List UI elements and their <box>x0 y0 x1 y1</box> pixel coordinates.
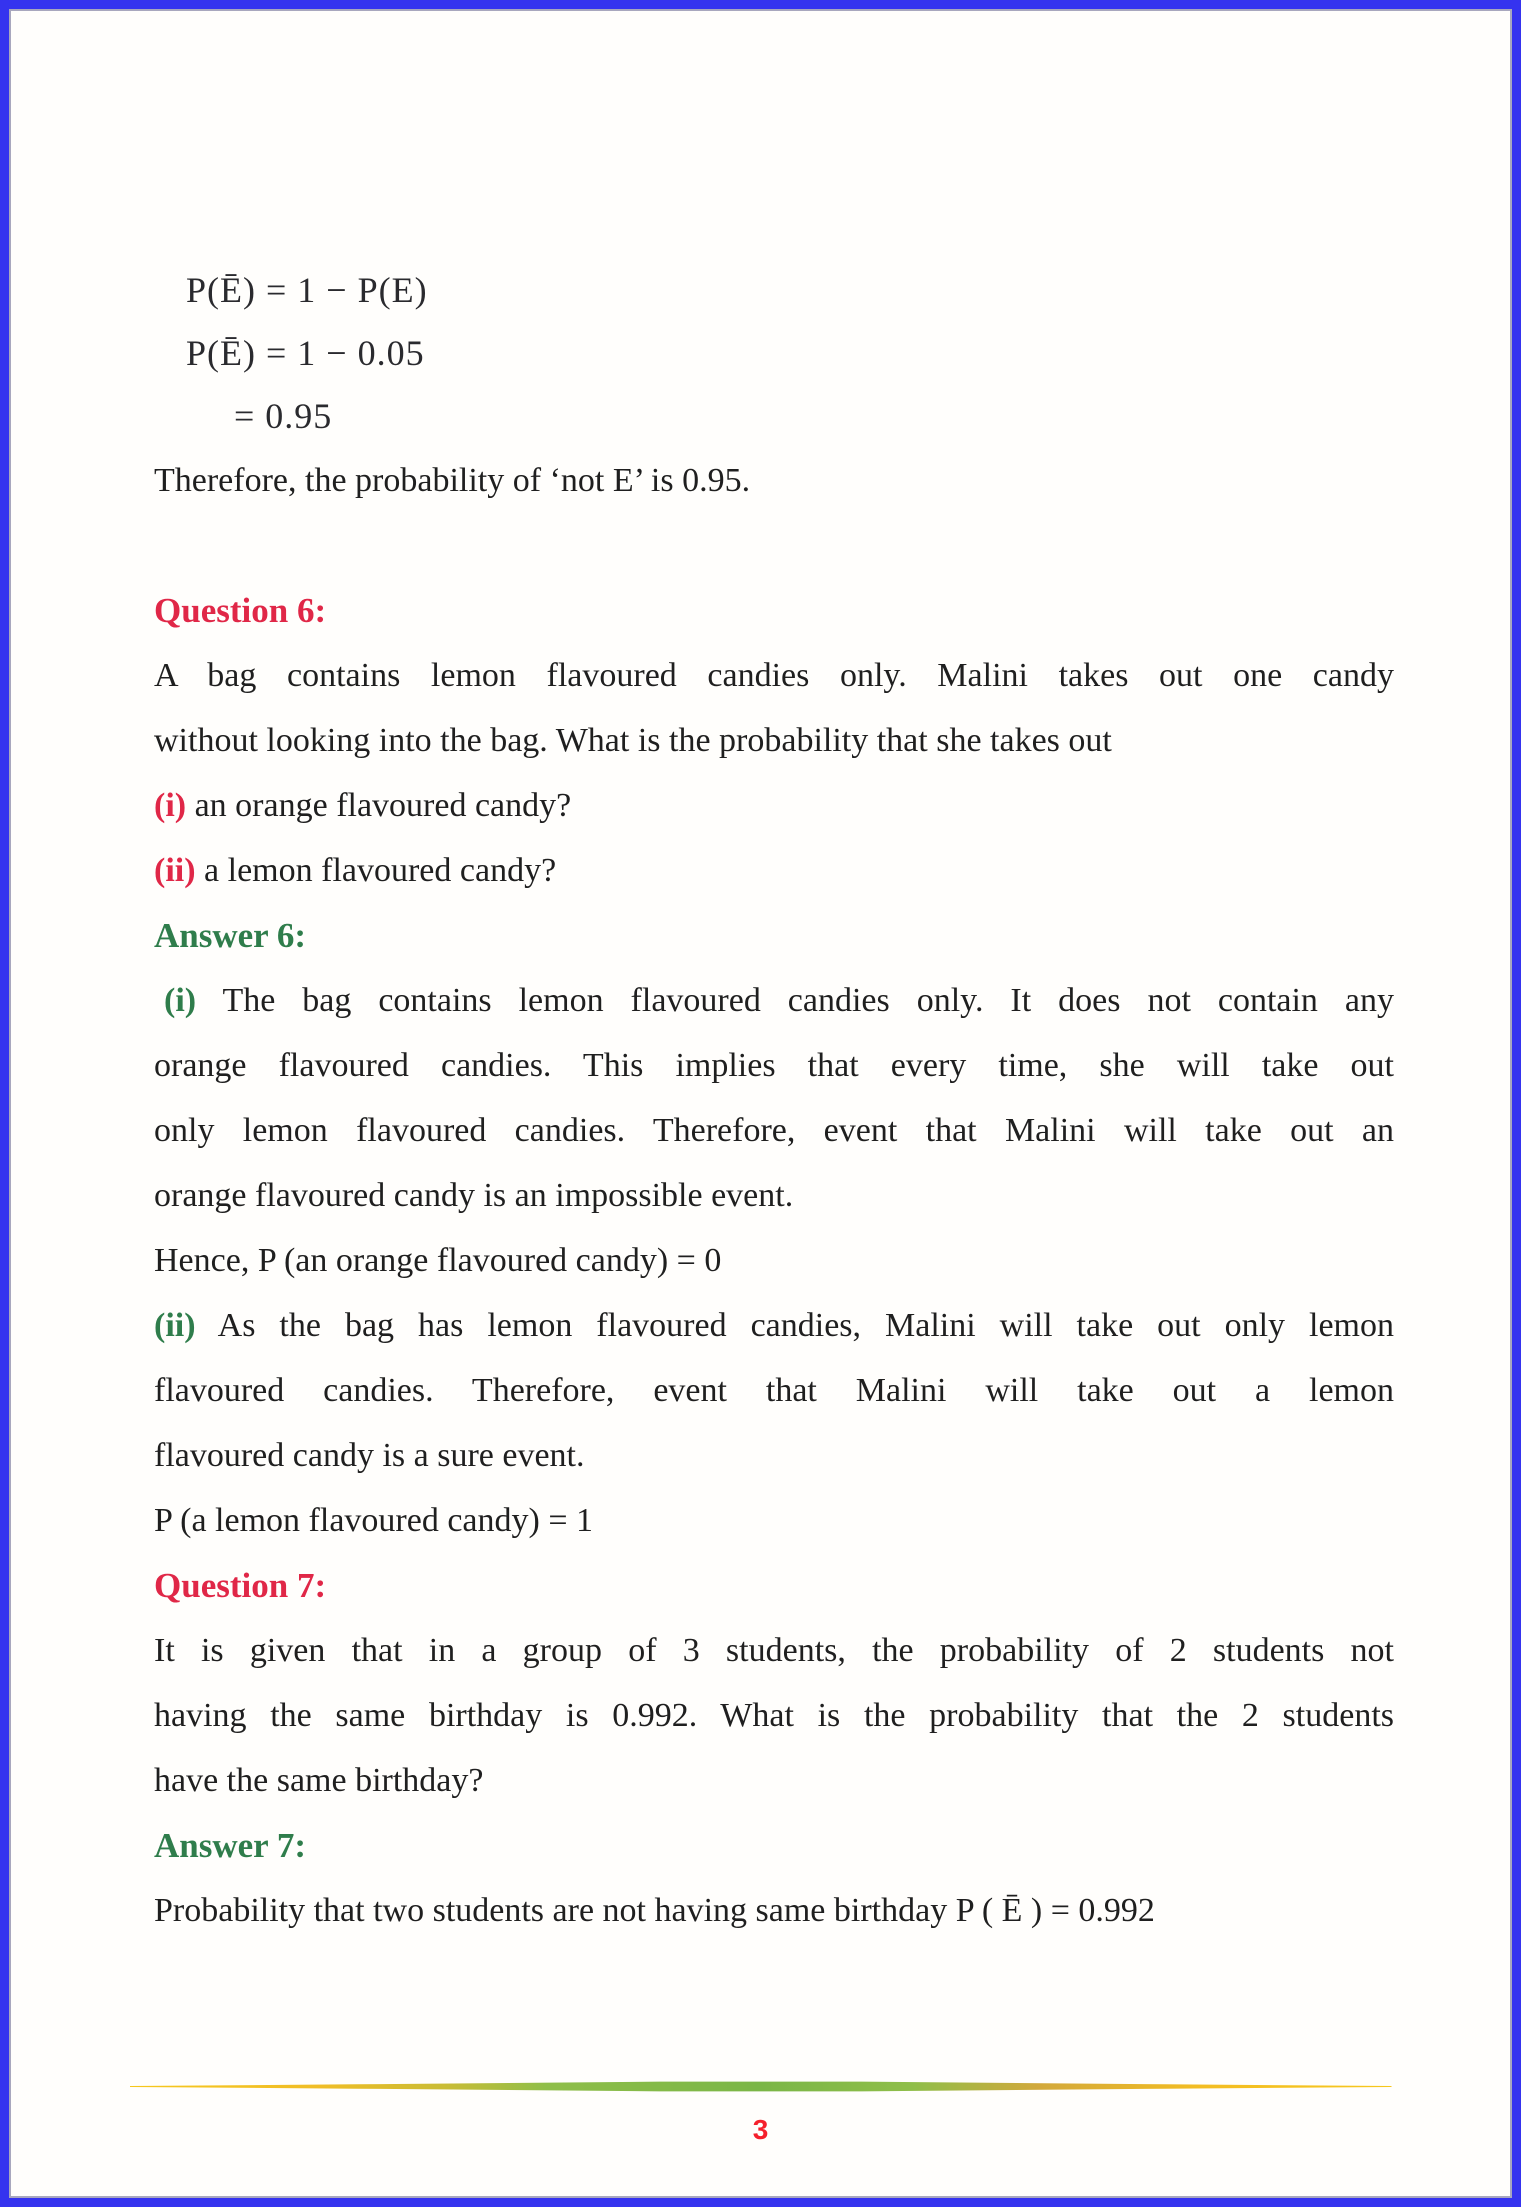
formula-line: P(Ē) = 1 − 0.05 <box>186 333 425 373</box>
answer-heading: Answer 7: <box>154 1826 306 1865</box>
list-marker: (ii) <box>154 852 196 889</box>
list-marker: (i) <box>164 982 197 1019</box>
text-line: P (a lemon flavoured candy) = 1 <box>154 1502 593 1539</box>
formula-line: P(Ē) = 1 − P(E) <box>186 270 428 310</box>
text-line: Probability that two students are not having same birthday P ( Ē ) = 0.992 <box>154 1892 1155 1929</box>
formula-line: = 0.95 <box>234 396 333 436</box>
text-line: have the same birthday? <box>154 1762 484 1799</box>
text-line: (i) The bag contains lemon flavoured candies only. It does not contain any <box>164 982 1394 1019</box>
text-line: (ii) As the bag has lemon flavoured candies, Malini will take out only lemon <box>154 1307 1394 1344</box>
text-line: without looking into the bag. What is the probability that she takes out <box>154 722 1112 759</box>
question-heading: Question 6: <box>154 591 327 630</box>
text-line: having the same birthday is 0.992. What is the probability that the 2 students <box>154 1697 1394 1734</box>
text-line: Therefore, the probability of ‘not E’ is 0.95. <box>154 462 751 499</box>
list-marker: (ii) <box>154 1307 196 1344</box>
list-marker: (i) <box>154 787 187 824</box>
document-content <box>154 259 1394 1943</box>
text-line: flavoured candy is a sure event. <box>154 1437 585 1474</box>
question-heading: Question 7: <box>154 1566 327 1605</box>
text-line: A bag contains lemon flavoured candies only. Malini takes out one candy <box>154 657 1394 694</box>
text-line: It is given that in a group of 3 students, the probability of 2 students not <box>154 1632 1394 1669</box>
page-number: 3 <box>752 2114 769 2145</box>
text-line: orange flavoured candies. This implies that every time, she will take out <box>154 1047 1394 1084</box>
answer-heading: Answer 6: <box>154 916 306 955</box>
text-line: (ii) a lemon flavoured candy? <box>154 852 557 889</box>
text-line: Hence, P (an orange flavoured candy) = 0 <box>154 1242 722 1279</box>
vertical-spacer <box>154 513 1394 578</box>
text-line: orange flavoured candy is an impossible event. <box>154 1177 794 1214</box>
text-line: flavoured candies. Therefore, event that Malini will take out a lemon <box>154 1372 1394 1409</box>
text-line: (i) an orange flavoured candy? <box>154 787 572 824</box>
footer-decorative-rule <box>130 2081 1392 2092</box>
text-line: only lemon flavoured candies. Therefore, event that Malini will take out an <box>154 1112 1394 1149</box>
